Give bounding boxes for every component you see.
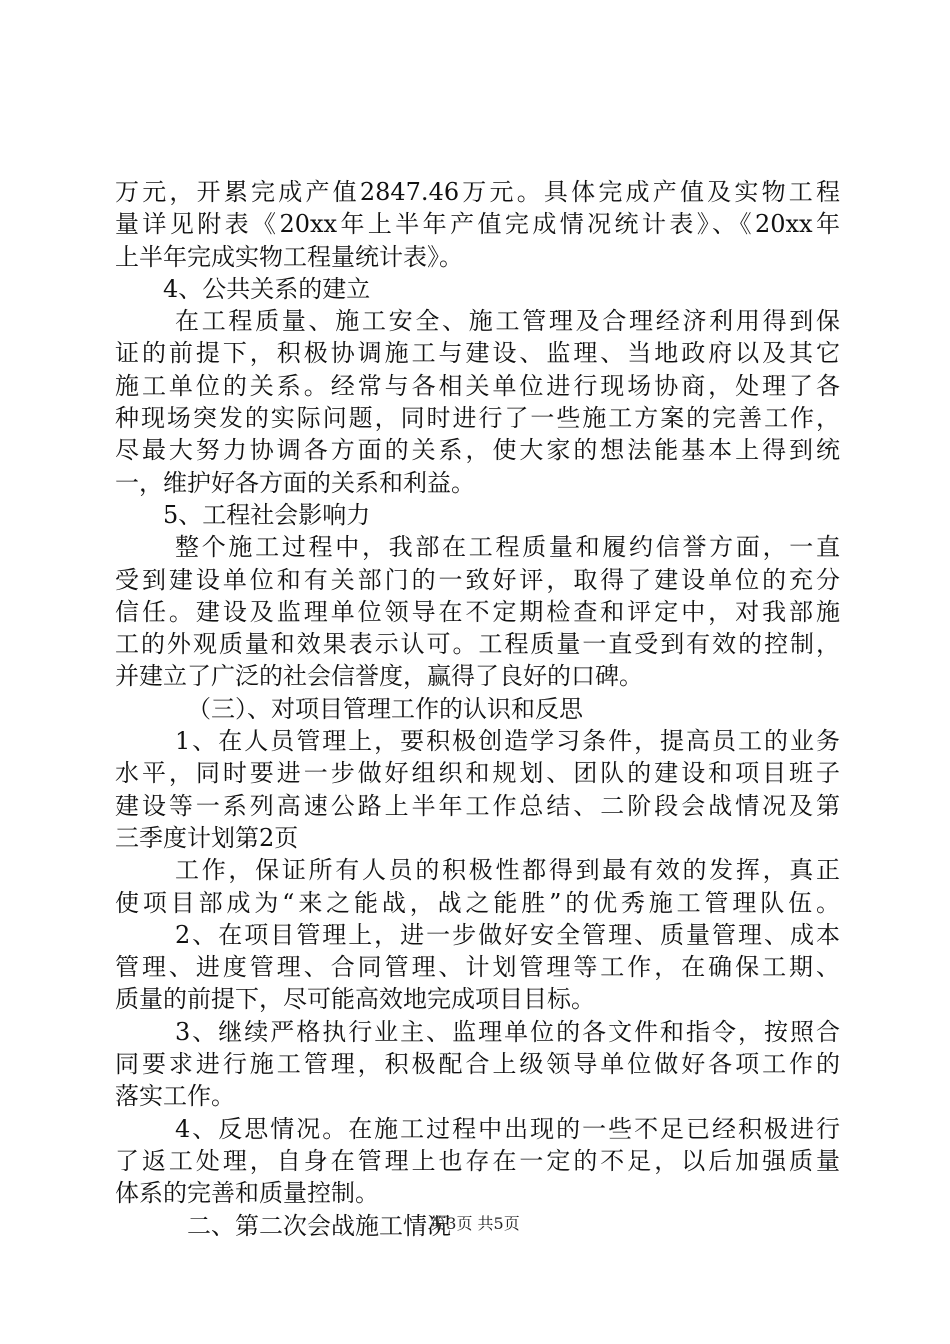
text-line: 体系的完善和质量控制。 xyxy=(115,1179,379,1208)
text-line: 工作，保证所有人员的积极性都得到最有效的发挥，真正 xyxy=(175,856,840,885)
text-line: 管理、进度管理、合同管理、计划管理等工作，在确保工期、 xyxy=(115,953,840,982)
text-line: 证的前提下，积极协调施工与建设、监理、当地政府以及其它 xyxy=(115,339,840,368)
text-line: 使项目部成为“来之能战，战之能胜”的优秀施工管理队伍。 xyxy=(115,888,840,917)
document-body xyxy=(115,176,840,1242)
text-line: 万元，开累完成产值2847.46万元。具体完成产值及实物工程 xyxy=(115,178,840,206)
text-line: 建设等一系列高速公路上半年工作总结、二阶段会战情况及第 xyxy=(115,791,840,820)
text-line: 施工单位的关系。经常与各相关单位进行现场协商，处理了各 xyxy=(115,371,840,400)
text-line: 4、公共关系的建立 xyxy=(163,274,371,303)
text-line: 质量的前提下，尽可能高效地完成项目目标。 xyxy=(115,985,595,1014)
text-line: 水平，同时要进一步做好组织和规划、团队的建设和项目班子 xyxy=(115,759,840,788)
text-line: 量详见附表《20xx年上半年产值完成情况统计表》、《20xx年 xyxy=(115,210,840,239)
text-line: 在工程质量、施工安全、施工管理及合理经济利用得到保 xyxy=(175,307,840,336)
text-line: 4、反思情况。在施工过程中出现的一些不足已经积极进行 xyxy=(175,1114,840,1143)
text-line: 种现场突发的实际问题，同时进行了一些施工方案的完善工作， xyxy=(115,404,840,433)
text-line: 2、在项目管理上，进一步做好安全管理、质量管理、成本 xyxy=(175,920,840,949)
text-line: 落实工作。 xyxy=(115,1082,235,1111)
text-line: 信任。建设及监理单位领导在不定期检查和评定中，对我部施 xyxy=(115,597,840,626)
text-line: 三季度计划第2页 xyxy=(115,823,299,852)
text-line: 二、第二次会战施工情况 xyxy=(187,1211,451,1240)
text-line: 受到建设单位和有关部门的一致好评，取得了建设单位的充分 xyxy=(115,565,840,594)
text-line: 了返工处理，自身在管理上也存在一定的不足，以后加强质量 xyxy=(115,1146,840,1175)
text-line: （三）、对项目管理工作的认识和反思 xyxy=(187,694,583,723)
text-line: 上半年完成实物工程量统计表》。 xyxy=(115,242,463,271)
text-line: 整个施工过程中，我部在工程质量和履约信誉方面，一直 xyxy=(175,533,840,562)
text-line: 一，维护好各方面的关系和利益。 xyxy=(115,468,475,497)
text-line: 并建立了广泛的社会信誉度，赢得了良好的口碑。 xyxy=(115,662,643,691)
text-line: 1、在人员管理上，要积极创造学习条件，提高员工的业务 xyxy=(175,727,840,756)
page-footer: 第3页 共5页 xyxy=(430,1214,520,1233)
text-line: 3、继续严格执行业主、监理单位的各文件和指令，按照合 xyxy=(175,1017,840,1046)
text-line: 5、工程社会影响力 xyxy=(163,500,371,529)
text-line: 尽最大努力协调各方面的关系，使大家的想法能基本上得到统 xyxy=(115,436,840,465)
text-line: 工的外观质量和效果表示认可。工程质量一直受到有效的控制， xyxy=(115,630,840,659)
text-line: 同要求进行施工管理，积极配合上级领导单位做好各项工作的 xyxy=(115,1050,840,1079)
